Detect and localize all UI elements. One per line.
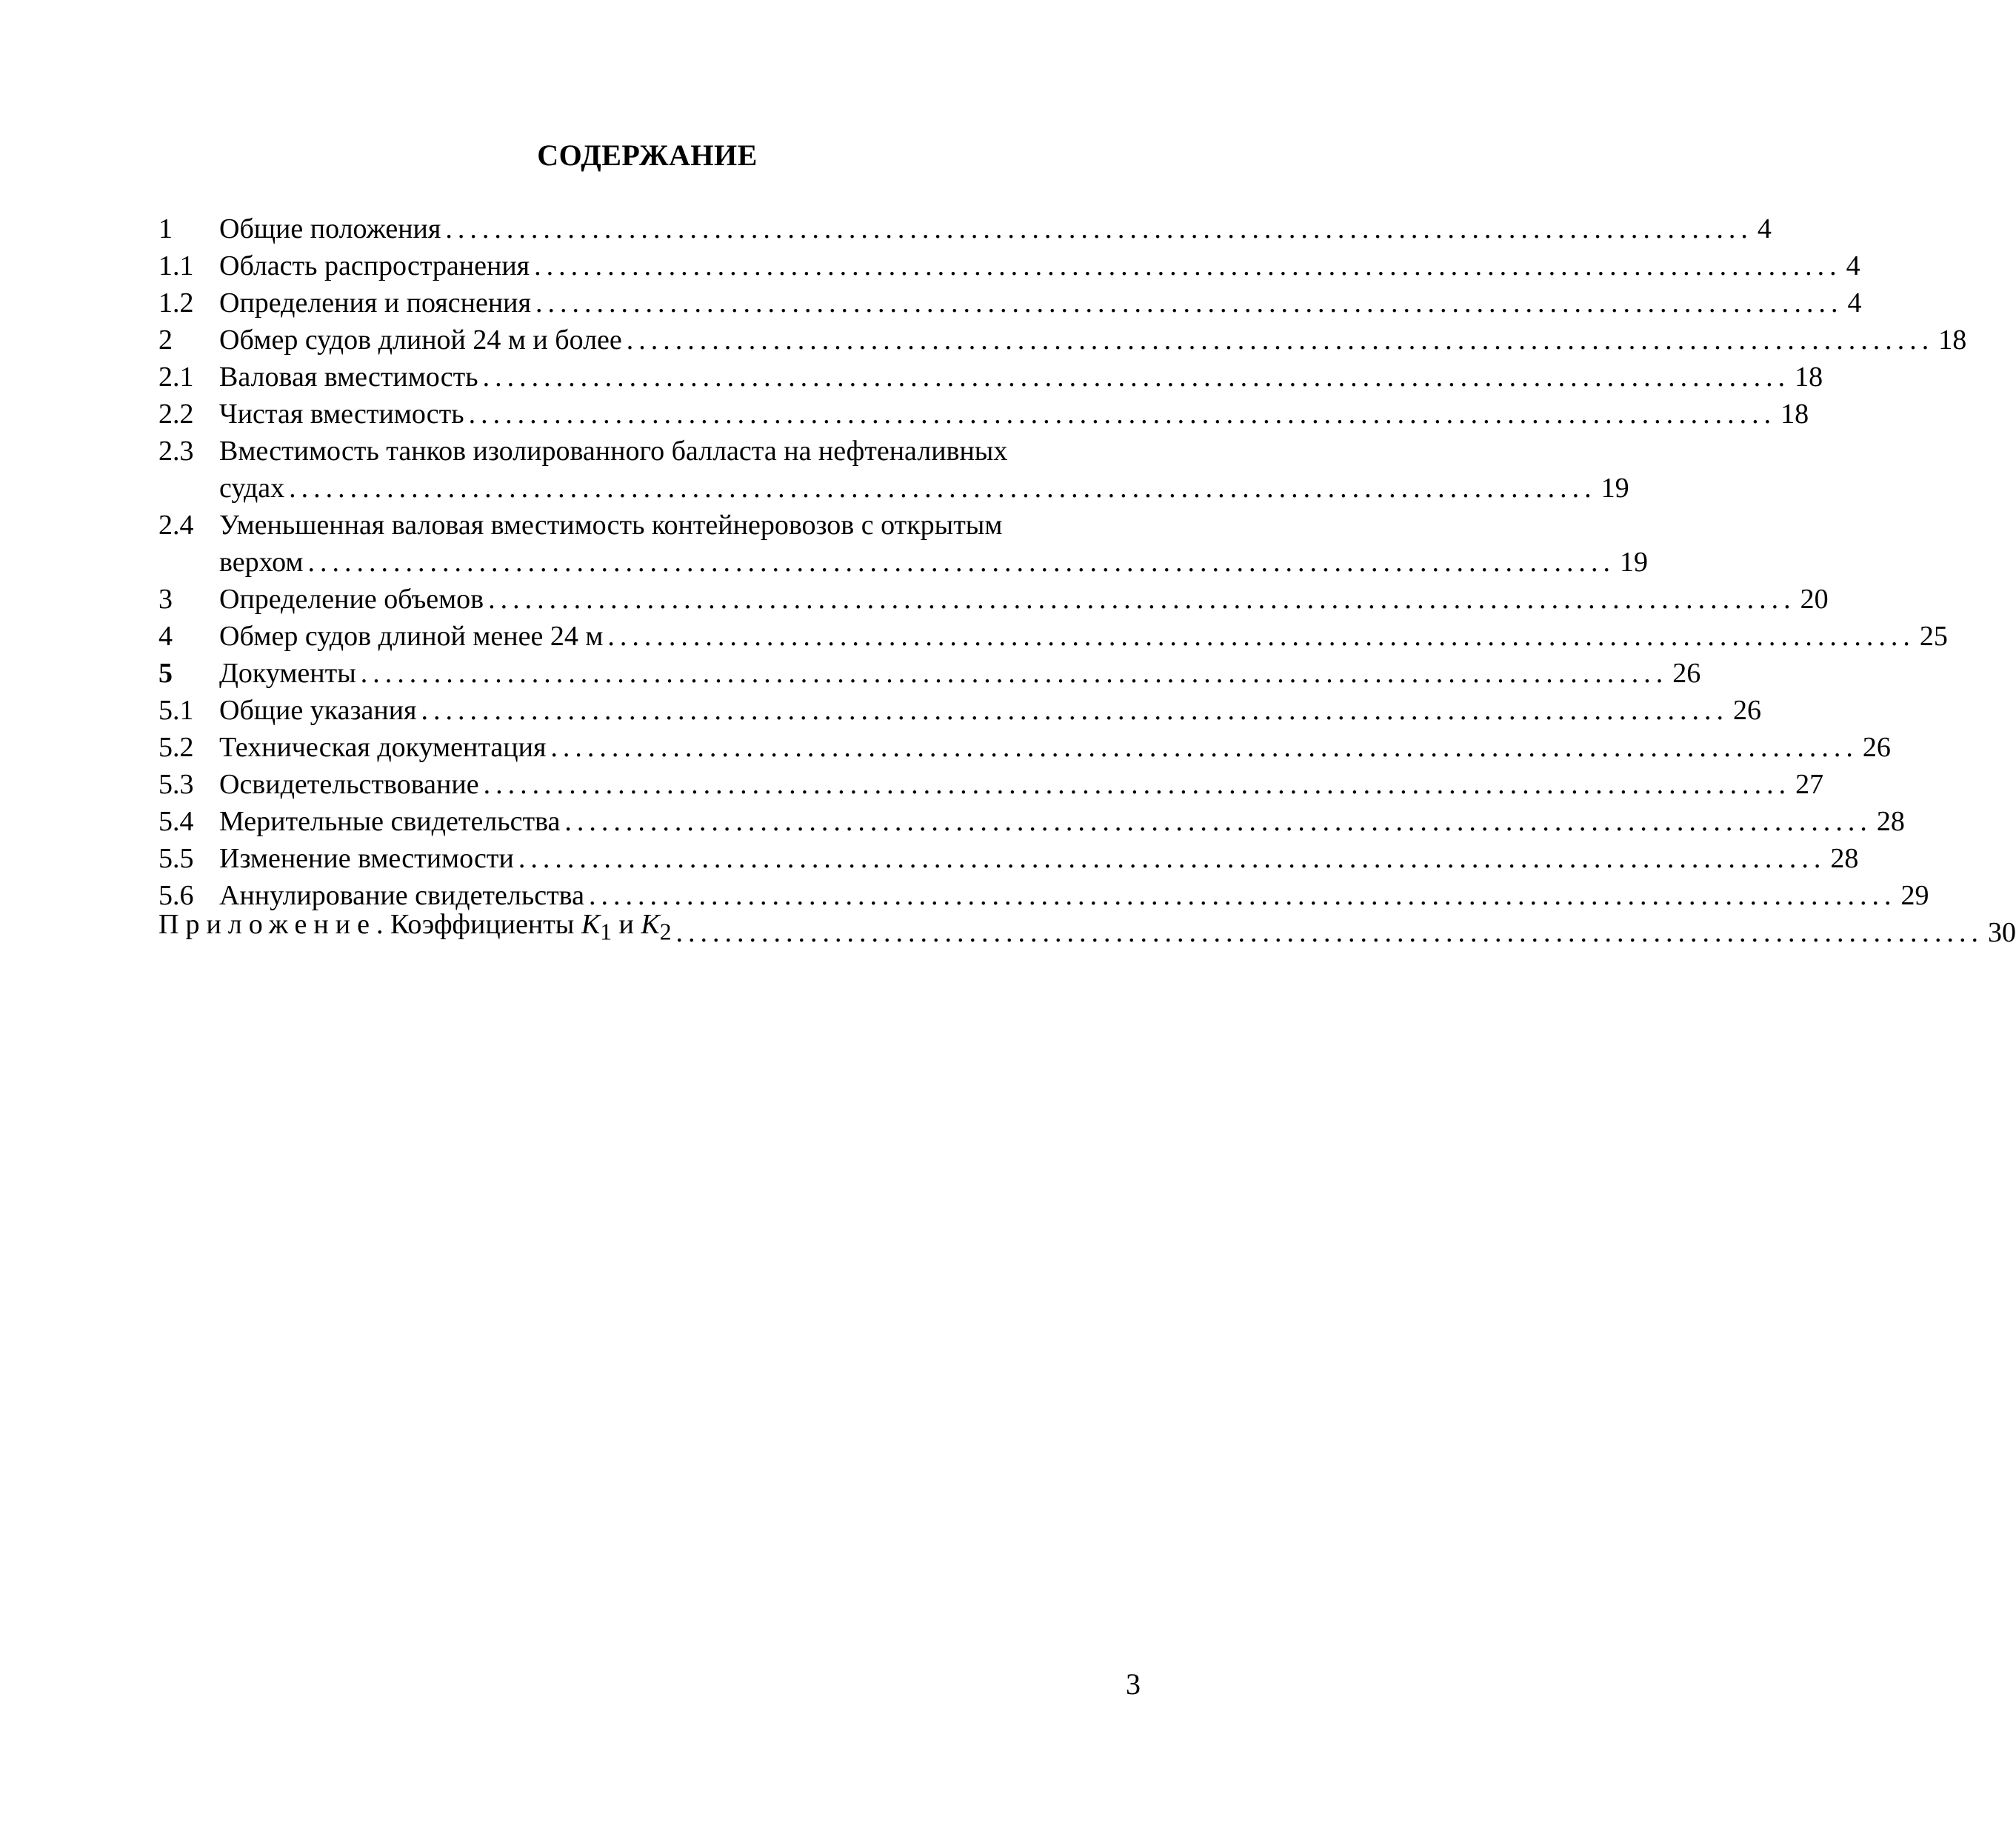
toc-entry[interactable] <box>158 729 1891 766</box>
dot-leader: ........................................................................................................... <box>360 658 1669 689</box>
toc-entry-page: 18 <box>1938 324 1967 356</box>
toc-entry-title: Обмер судов длиной 24 м и более <box>219 324 622 356</box>
page-title: СОДЕРЖАНИЕ <box>537 139 758 172</box>
toc-entry[interactable] <box>158 655 1701 692</box>
k2-symbol: K <box>641 909 660 941</box>
toc-entry[interactable] <box>158 618 1948 655</box>
toc-entry-page: 19 <box>1619 547 1648 578</box>
toc-entry-page: 26 <box>1672 658 1701 689</box>
toc-entry[interactable] <box>158 284 1862 321</box>
toc-entry-title: Аннулирование свидетельства <box>219 880 584 911</box>
toc-entry-title: Техническая документация <box>219 732 547 763</box>
appendix-text: . Коэффициенты <box>376 909 581 941</box>
toc-entry-page: 4 <box>1846 250 1860 281</box>
toc-entry-page: 26 <box>1733 695 1762 726</box>
toc-entry-number: 5 <box>158 658 173 689</box>
toc-entry[interactable] <box>158 766 1824 803</box>
toc-entry-page: 29 <box>1900 880 1929 911</box>
dot-leader: ........................................................................................................... <box>626 324 1935 356</box>
dot-leader: ........................................................................................................... <box>307 547 1615 578</box>
toc-entry-title: Вместимость танков изолированного балласта на нефтеналивных <box>219 436 1008 467</box>
dot-leader: ........................................................................................................... <box>289 473 1597 504</box>
toc-entry-number: 5.6 <box>158 880 194 911</box>
toc-entry-appendix[interactable] <box>158 909 2016 951</box>
dot-leader: ........................................................................................................... <box>518 843 1826 874</box>
toc-entry-page: 26 <box>1862 732 1891 763</box>
toc-entry-number: 5.4 <box>158 806 194 837</box>
dot-leader: ........................................................................................................... <box>588 880 1897 911</box>
toc-entry[interactable] <box>158 507 1648 581</box>
toc-entry-number: 2.2 <box>158 399 194 430</box>
toc-entry-page: 25 <box>1919 621 1948 652</box>
toc-entry-number: 5.1 <box>158 695 194 726</box>
toc-entry-number: 5.2 <box>158 732 194 763</box>
toc-entry[interactable] <box>158 692 1762 729</box>
k1-subscript: 1 <box>600 919 613 945</box>
toc-entry-number: 1.1 <box>158 250 194 281</box>
toc-entry-title: Обмер судов длиной менее 24 м <box>219 621 604 652</box>
toc-entry-title: Область распространения <box>219 250 530 281</box>
dot-leader: ........................................................................................................... <box>535 287 1843 319</box>
toc-entry-number: 1.2 <box>158 287 194 319</box>
toc-entry-title: Определение объемов <box>219 584 484 615</box>
toc-entry-title: Изменение вместимости <box>219 843 514 874</box>
k1-symbol: K <box>581 909 601 941</box>
dot-leader: ........................................................................................................... <box>482 361 1791 393</box>
toc-entry-title: Освидетельствование <box>219 769 479 800</box>
dot-leader: ........................................................................................................... <box>564 806 1872 837</box>
toc-entry-number: 5.5 <box>158 843 194 874</box>
toc-entry-title: Документы <box>219 658 356 689</box>
dot-leader: ........................................................................................................... <box>468 399 1777 430</box>
toc-entry-number: 5.3 <box>158 769 194 800</box>
toc-entry-title-continued: верхом <box>219 547 304 578</box>
toc-entry-page: 28 <box>1876 806 1905 837</box>
dot-leader: ........................................................................................................... <box>607 621 1915 652</box>
toc-entry[interactable] <box>158 321 1967 359</box>
dot-leader: ........................................................................................................... <box>483 769 1792 800</box>
toc-entry-title: Чистая вместимость <box>219 399 464 430</box>
dot-leader: ........................................................................................................... <box>421 695 1729 726</box>
toc-entry-page: 4 <box>1757 213 1772 244</box>
k2-subscript: 2 <box>659 919 672 945</box>
toc-entry-title: Общие указания <box>219 695 417 726</box>
toc-entry-page: 30 <box>1988 917 2016 948</box>
toc-entry-page: 19 <box>1601 473 1629 504</box>
toc-entry-title: Общие положения <box>219 213 441 244</box>
dot-leader: ........................................................................................................... <box>445 213 1753 244</box>
toc-entry-number: 3 <box>158 584 173 615</box>
toc-entry-page: 18 <box>1795 361 1823 393</box>
dot-leader: ........................................................................................................... <box>550 732 1858 763</box>
toc-entry[interactable] <box>158 396 1809 433</box>
toc-entry-number: 1 <box>158 213 173 244</box>
toc-entry-title: Уменьшенная валовая вместимость контейнеровозов с открытым <box>219 510 1003 541</box>
toc-entry[interactable] <box>158 840 1859 877</box>
toc-entry-number: 2.1 <box>158 361 194 393</box>
toc-entry-title: Мерительные свидетельства <box>219 806 561 837</box>
toc-entry-page: 27 <box>1795 769 1824 800</box>
appendix-label: Приложение <box>158 909 376 941</box>
toc-entry-page: 4 <box>1847 287 1862 319</box>
table-of-contents <box>158 210 2016 951</box>
toc-entry[interactable] <box>158 581 1829 618</box>
toc-entry-number: 2 <box>158 324 173 356</box>
toc-entry-title: Определения и пояснения <box>219 287 531 319</box>
toc-entry-number: 2.3 <box>158 436 194 467</box>
dot-leader: ........................................................................................................... <box>675 917 1984 948</box>
toc-entry[interactable] <box>158 210 1772 247</box>
toc-entry[interactable] <box>158 803 1905 840</box>
toc-entry[interactable] <box>158 359 1823 396</box>
toc-entry-title: Валовая вместимость <box>219 361 478 393</box>
toc-entry-title-continued: судах <box>219 473 285 504</box>
dot-leader: ........................................................................................................... <box>534 250 1842 281</box>
toc-entry-page: 18 <box>1780 399 1809 430</box>
appendix-and: и <box>612 909 641 941</box>
toc-entry-number: 2.4 <box>158 510 194 541</box>
appendix-title <box>158 906 672 951</box>
dot-leader: ........................................................................................................... <box>488 584 1796 615</box>
toc-entry[interactable] <box>158 247 1860 284</box>
toc-entry[interactable] <box>158 433 1629 507</box>
toc-entry-page: 28 <box>1830 843 1859 874</box>
toc-entry-number: 4 <box>158 621 173 652</box>
page-number: 3 <box>1126 1667 1141 1701</box>
toc-entry-page: 20 <box>1800 584 1829 615</box>
